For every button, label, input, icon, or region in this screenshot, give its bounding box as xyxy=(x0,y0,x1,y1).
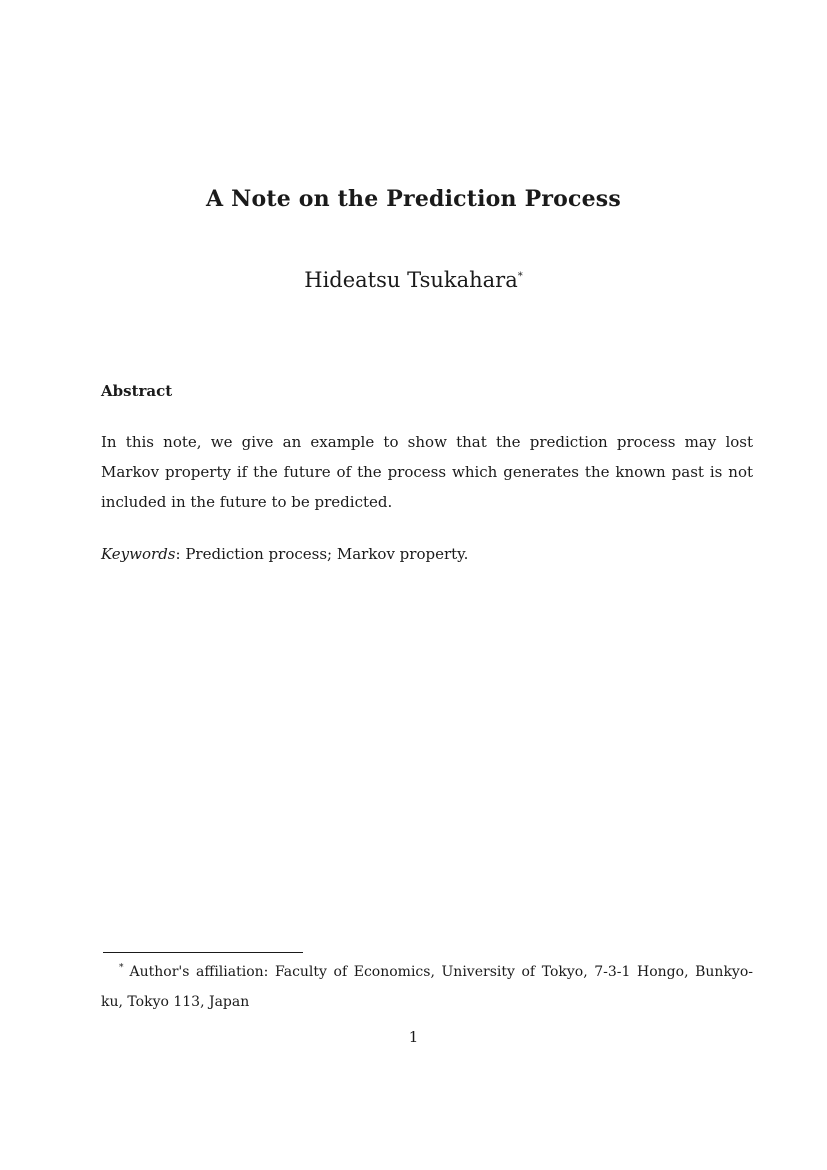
author-footnote-mark: * xyxy=(517,271,523,282)
keywords-line xyxy=(101,545,753,563)
footnote-rule xyxy=(103,952,303,953)
abstract-heading: Abstract xyxy=(101,382,173,400)
keywords-colon: : xyxy=(175,545,186,563)
keywords-text: Prediction process; Markov property. xyxy=(185,545,469,563)
abstract-body: In this note, we give an example to show that the prediction process may lost Markov property if the future of the process which generates the known past is not included in the future to be predicted. xyxy=(101,433,753,511)
page-number: 1 xyxy=(408,1028,419,1046)
author-line xyxy=(0,268,827,292)
footnote xyxy=(101,957,753,1017)
footnote-mark: * xyxy=(119,963,124,974)
author-name: Hideatsu Tsukahara xyxy=(304,268,518,292)
paper-title: A Note on the Prediction Process xyxy=(206,186,621,212)
keywords-label: Keywords xyxy=(101,545,176,563)
footnote-text: Author's affiliation: Faculty of Economics, University of Tokyo, 7-3-1 Hongo, Bunkyo-ku, Tokyo 113, Japan xyxy=(101,964,753,1010)
